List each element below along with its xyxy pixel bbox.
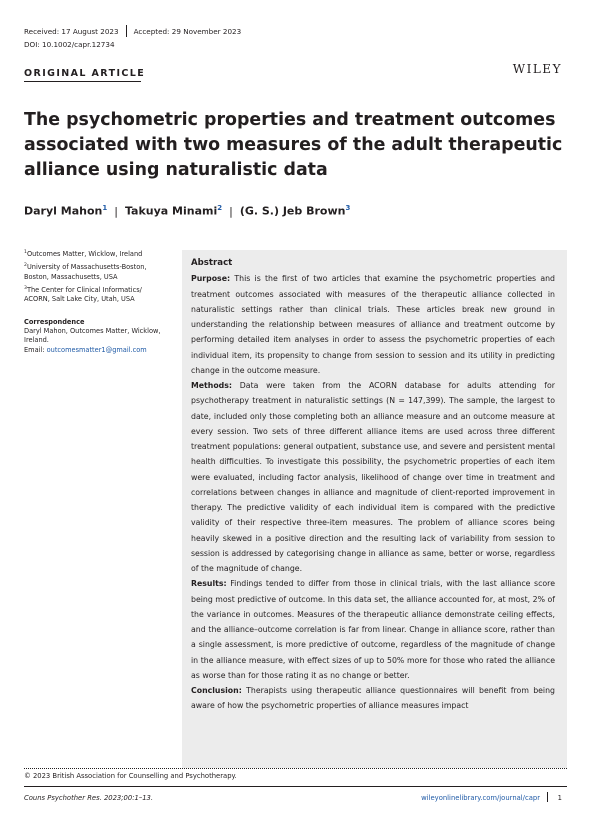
- email-link[interactable]: outcomesmatter1@gmail.com: [46, 345, 147, 354]
- received-accepted-line: [24, 25, 241, 37]
- abstract-section-purpose: [191, 271, 555, 378]
- article-type-underline: [24, 81, 141, 82]
- affiliation-item: [24, 261, 164, 282]
- affiliation-item: [24, 284, 164, 305]
- doi[interactable]: DOI: 10.1002/capr.12734: [24, 40, 115, 49]
- affiliation-text: Outcomes Matter, Wicklow, Ireland: [26, 250, 143, 259]
- affiliation-number: 1: [24, 250, 27, 255]
- correspondence-text: Daryl Mahon, Outcomes Matter, Wicklow, Ireland.: [24, 327, 161, 345]
- section-label: Methods:: [191, 381, 233, 390]
- section-text: This is the first of two articles that examine the psychometric properties and treatment outcomes associated with measures of the therapeutic alliance collected in naturalistic settings rather than clinical trials. These articles break new ground in understanding the relationship between measures of alliance and treatment outcome by performing detailed item analyses in order to assess the psychometric properties of each individual item, its propensity to change from session to session and its utility in predicting change in the outcome measure.: [191, 274, 556, 375]
- journal-citation: Couns Psychother Res. 2023;00:1–13.: [24, 794, 154, 802]
- author-affiliation-ref[interactable]: 3: [345, 204, 351, 212]
- author-separator: |: [114, 204, 118, 218]
- correspondence: [24, 318, 164, 355]
- abstract-box: [182, 250, 567, 768]
- copyright: © 2023 British Association for Counselling and Psychotherapy.: [24, 772, 237, 780]
- section-text: Therapists using therapeutic alliance questionnaires will benefit from being aware of how the psychometric properties of alliance measures impact: [191, 686, 555, 711]
- author-name[interactable]: Takuya Minami: [124, 204, 218, 218]
- received-date: Received: 17 August 2023: [24, 27, 119, 36]
- author-name[interactable]: Daryl Mahon: [24, 204, 103, 218]
- accepted-date: Accepted: 29 November 2023: [133, 27, 242, 36]
- correspondence-email-line: [24, 346, 164, 355]
- page-number-divider: [547, 792, 548, 802]
- page-number: 1: [557, 794, 562, 802]
- section-label: Conclusion:: [191, 686, 242, 695]
- author-separator: |: [229, 204, 233, 218]
- section-label: Purpose:: [191, 274, 231, 284]
- abstract-heading: Abstract: [191, 258, 233, 268]
- journal-url-link[interactable]: wileyonlinelibrary.com/journal/capr: [421, 794, 540, 802]
- affiliation-item: [24, 248, 164, 259]
- affiliation-text: The Center for Clinical Informatics/ ACORN, Salt Lake City, Utah, USA: [24, 286, 142, 304]
- author-affiliation-ref[interactable]: 1: [102, 204, 108, 212]
- abstract-section-conclusion: [191, 683, 555, 714]
- affiliations: [24, 248, 164, 307]
- abstract-section-methods: [191, 378, 555, 576]
- affiliation-text: University of Massachusetts-Boston, Boston, Massachusetts, USA: [24, 263, 147, 281]
- author-affiliation-ref[interactable]: 2: [217, 204, 223, 212]
- affiliation-number: 2: [24, 263, 27, 269]
- header-divider: [126, 25, 127, 37]
- author-name[interactable]: (G. S.) Jeb Brown: [239, 204, 346, 218]
- section-label: Results:: [191, 579, 227, 589]
- footer-dotted-rule: [24, 768, 567, 769]
- publisher-logo: WILEY: [512, 62, 562, 76]
- affiliation-number: 3: [24, 285, 27, 291]
- article-type: ORIGINAL ARTICLE: [24, 68, 146, 79]
- abstract-content: [191, 256, 555, 714]
- section-text: Findings tended to differ from those in clinical trials, with the last alliance score being most predictive of outcome. In this data set, the alliance accounted for, at most, 2% of the variance in outcomes. Measures of the therapeutic alliance demonstrate ceiling effects, and the alliance–outcome correlation is far from linear. Change in alliance score, rather than a single assessment, is more predictive of outcome, regardless of the magnitude of change in the alliance measure, with effect sizes of up to 50% more for those who rated the alliance as worse than for those rating it as no change or better.: [191, 579, 555, 680]
- abstract-section-results: [191, 576, 555, 683]
- section-text: Data were taken from the ACORN database for adults attending for psychotherapy treatment in naturalistic settings (N = 147,399). The sample, the largest to date, included only those completing both an alliance measure and an outcome measure at every session. Two sets of three different alliance items are used across three different treatment populations: general outpatient, substance use, and severe and persistent mental health difficulties. To investigate this possibility, the psychometric properties of each item were evaluated, including factor analysis, likelihood of change over time in treatment and correlations between changes in alliance and magnitude of client-reported improvement in therapy. The predictive validity of each individual item is compared with the predictive validity of their respective three-item measures. The problem of alliance scores being heavily skewed in a positive direction and the resulting lack of variability from session to session is addressed by categorising change in alliance as same, better or worse, regardless of the magnitude of change.: [191, 381, 555, 573]
- correspondence-heading: Correspondence: [24, 318, 85, 326]
- footer-rule: [24, 786, 567, 787]
- author-list: [24, 204, 350, 218]
- article-title: The psychometric properties and treatment outcomes associated with two measures of the adult therapeutic alliance using naturalistic data: [24, 110, 563, 180]
- email-label: Email:: [24, 345, 45, 354]
